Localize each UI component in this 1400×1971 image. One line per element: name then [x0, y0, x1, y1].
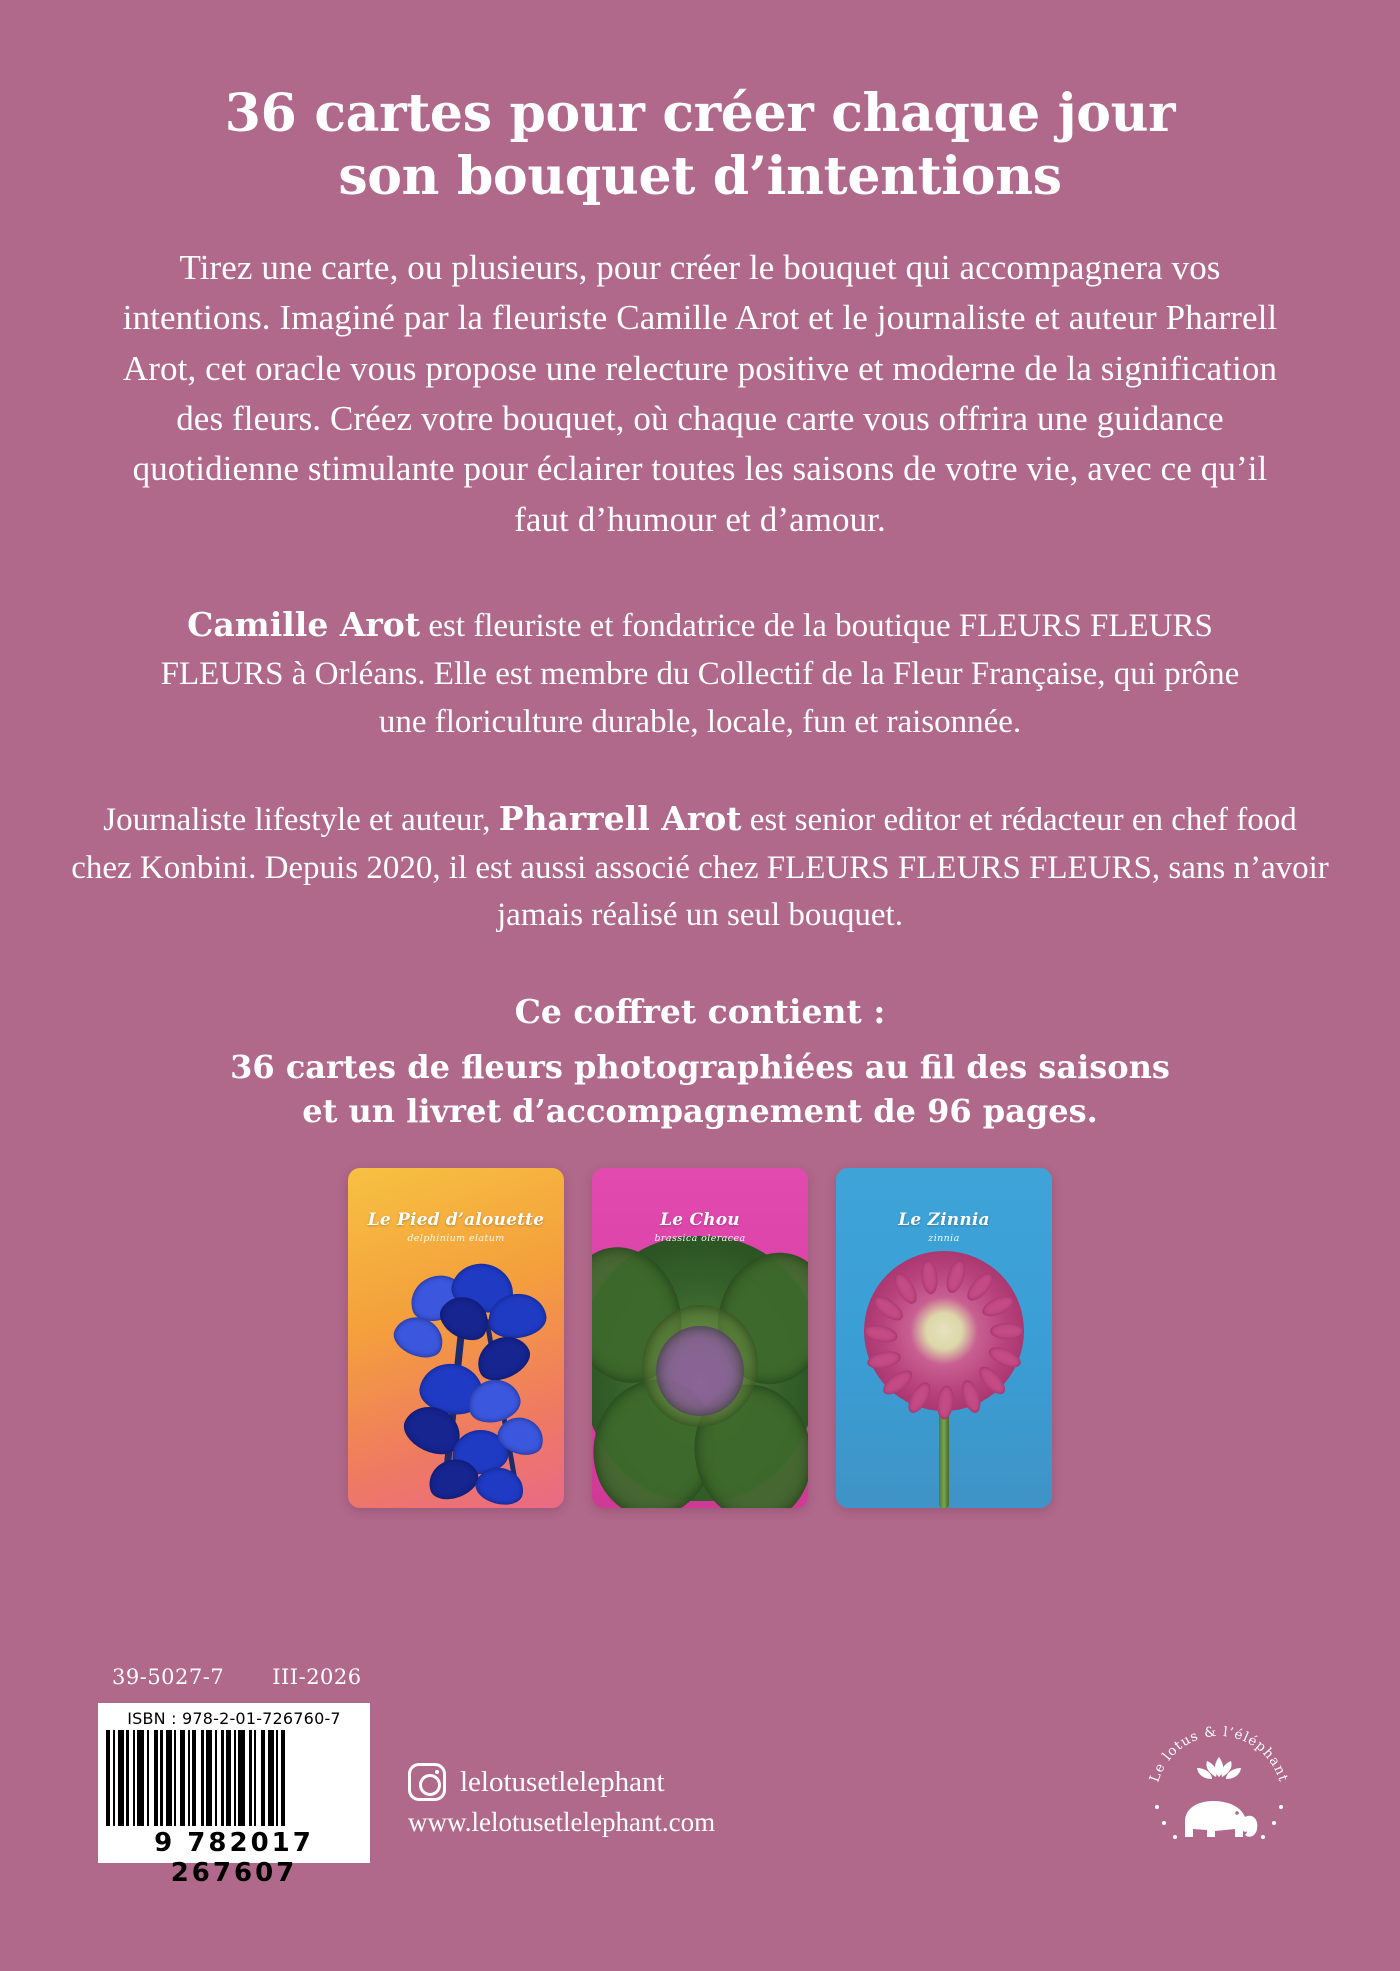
card-2-latin: brassica oleracea — [654, 1232, 746, 1244]
intro-paragraph: Tirez une carte, ou plusieurs, pour créer le bouquet qui accompagnera vos intentions. Imaginé par la fleuriste Camille Arot et le journaliste et auteur Pharrell Arot, cet oracle vous propose une relecture positive et moderne de la signification des fleurs. Créez votre bouquet, où chaque carte vous offrira une guidance quotidienne stimulante pour éclairer toutes les saisons de votre vie, avec ce qu’il faut d’humour et d’amour. — [122, 247, 1278, 539]
bio-pharrell-after: est senior editor et rédacteur en chef food chez Konbini. Depuis 2020, il est aussi associé chez FLEURS FLEURS FLEURS, sans n’avoir jamais réalisé un seul bouquet. — [71, 801, 1329, 934]
card-preview-pied-dalouette — [348, 1168, 564, 1508]
contents-line-1: 36 cartes de fleurs photographiées au fil des saisons — [230, 1048, 1170, 1087]
svg-text:Le lotus & l’éléphant: Le lotus & l’éléphant — [1146, 1723, 1292, 1785]
card-2-name: Le Chou — [660, 1209, 740, 1230]
card-2-label — [592, 1210, 808, 1244]
website-url[interactable]: www.lelotusetlelephant.com — [408, 1807, 716, 1837]
social-block — [408, 1763, 715, 1838]
bio-camille — [135, 601, 1265, 747]
zinnia-illustration — [864, 1251, 1024, 1411]
card-1-name: Le Pied d’alouette — [367, 1209, 545, 1230]
instagram-icon — [408, 1763, 446, 1801]
footer — [0, 1641, 1400, 1971]
bio-camille-text: est fleuriste et fondatrice de la boutique FLEURS FLEURS FLEURS à Orléans. Elle est membre du Collectif de la Fleur Française, qui prône une floriculture durable, locale, fun et raisonnée. — [160, 608, 1240, 740]
bio-pharrell-before: Journaliste lifestyle et auteur, — [103, 801, 499, 838]
card-previews — [0, 1168, 1400, 1508]
code-right: III-2026 — [272, 1665, 362, 1689]
internal-codes — [112, 1665, 362, 1689]
barcode — [98, 1703, 370, 1888]
card-3-latin: zinnia — [928, 1232, 960, 1244]
contents-block — [0, 992, 1400, 1133]
bio-camille-name: Camille Arot — [187, 605, 421, 645]
isbn-label: ISBN : 978-2-01-726760-7 — [127, 1709, 341, 1728]
title-line-2: son bouquet d’intentions — [338, 146, 1062, 208]
instagram-row[interactable] — [408, 1763, 715, 1801]
card-3-label — [836, 1210, 1052, 1244]
bio-pharrell-name: Pharrell Arot — [498, 798, 742, 838]
contents-heading: Ce coffret contient : — [514, 992, 886, 1032]
page-title — [0, 0, 1400, 209]
cabbage-illustration — [592, 1236, 808, 1501]
publisher-logo — [1134, 1711, 1304, 1881]
bio-pharrell — [70, 795, 1330, 941]
card-1-latin: delphinium elatum — [407, 1232, 505, 1244]
card-1-label — [348, 1210, 564, 1244]
barcode-digits: 9 782017 267607 — [154, 1828, 314, 1888]
card-3-name: Le Zinnia — [898, 1209, 990, 1230]
code-left: 39-5027-7 — [112, 1665, 225, 1689]
instagram-handle: lelotusetlelephant — [460, 1765, 665, 1798]
title-line-1: 36 cartes pour créer chaque jour — [224, 83, 1176, 144]
card-preview-zinnia — [836, 1168, 1052, 1508]
card-preview-chou — [592, 1168, 808, 1508]
barcode-bars — [106, 1730, 362, 1826]
contents-line-2: et un livret d’accompagnement de 96 pages. — [302, 1092, 1098, 1131]
